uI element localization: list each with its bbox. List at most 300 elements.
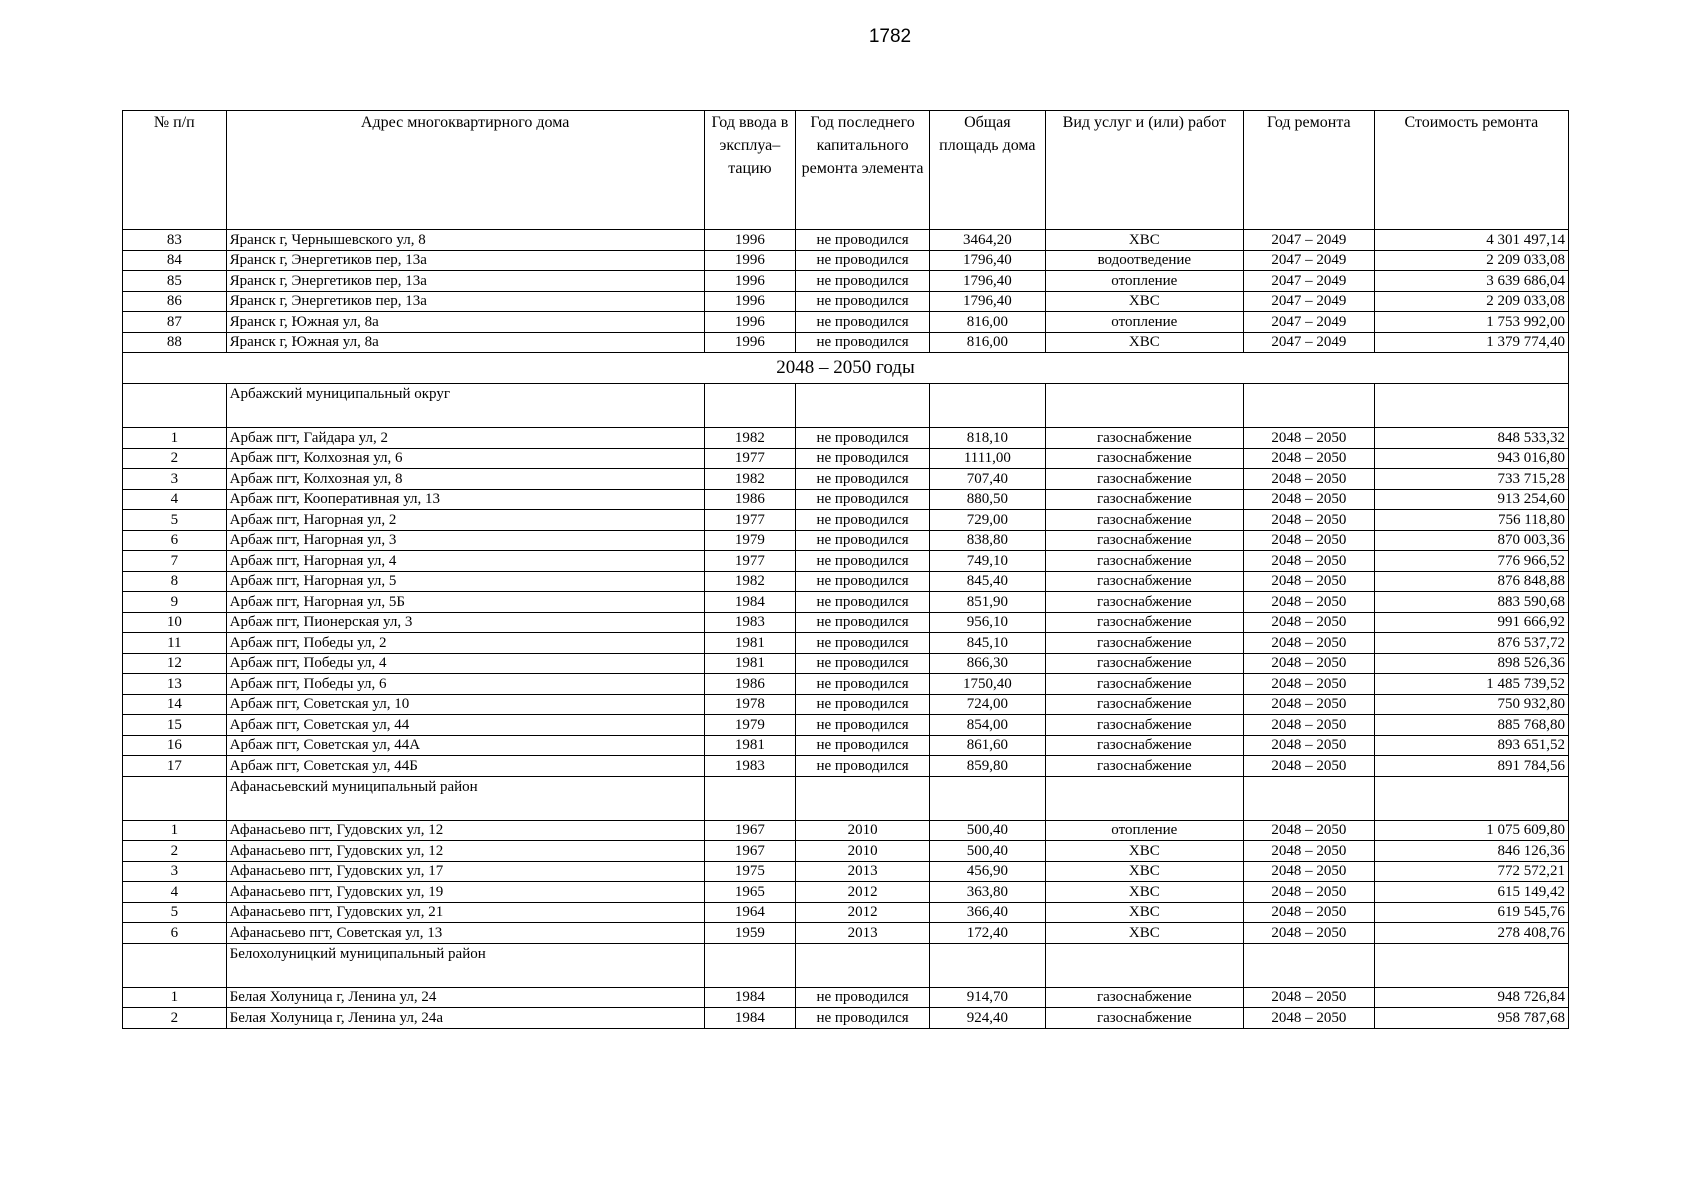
cell-address: Яранск г, Энергетиков пер, 13а xyxy=(226,291,704,312)
cell-service: газоснабжение xyxy=(1045,612,1243,633)
table-row xyxy=(123,592,1569,613)
cell-last-repair: не проводился xyxy=(796,694,930,715)
cell-num: 5 xyxy=(123,902,227,923)
cell-last-repair: не проводился xyxy=(796,332,930,353)
table-row xyxy=(123,633,1569,654)
cell-year-built: 1979 xyxy=(704,715,796,736)
cell-address: Арбаж пгт, Нагорная ул, 5 xyxy=(226,571,704,592)
empty-cell xyxy=(1243,776,1374,820)
cell-last-repair: 2012 xyxy=(796,902,930,923)
cell-address: Арбаж пгт, Советская ул, 44Б xyxy=(226,756,704,777)
cell-repair-year: 2048 – 2050 xyxy=(1243,612,1374,633)
cell-num: 2 xyxy=(123,1008,227,1029)
table-row xyxy=(123,861,1569,882)
cell-service: газоснабжение xyxy=(1045,551,1243,572)
cell-last-repair: не проводился xyxy=(796,756,930,777)
cell-service: газоснабжение xyxy=(1045,694,1243,715)
cell-last-repair: не проводился xyxy=(796,428,930,449)
cell-num: 15 xyxy=(123,715,227,736)
header-num: № п/п xyxy=(123,111,227,230)
cell-last-repair: не проводился xyxy=(796,735,930,756)
cell-cost: 1 075 609,80 xyxy=(1374,820,1568,841)
cell-cost: 991 666,92 xyxy=(1374,612,1568,633)
table-row xyxy=(123,841,1569,862)
cell-num: 2 xyxy=(123,448,227,469)
cell-num: 83 xyxy=(123,230,227,251)
cell-cost: 750 932,80 xyxy=(1374,694,1568,715)
cell-service: газоснабжение xyxy=(1045,530,1243,551)
cell-year-built: 1984 xyxy=(704,1008,796,1029)
cell-cost: 848 533,32 xyxy=(1374,428,1568,449)
cell-last-repair: не проводился xyxy=(796,715,930,736)
district-name: Афанасьевский муниципальный район xyxy=(226,776,704,820)
district-row xyxy=(123,776,1569,820)
table-row xyxy=(123,674,1569,695)
cell-repair-year: 2048 – 2050 xyxy=(1243,861,1374,882)
cell-cost: 1 753 992,00 xyxy=(1374,312,1568,333)
cell-num: 88 xyxy=(123,332,227,353)
cell-year-built: 1984 xyxy=(704,987,796,1008)
cell-num: 6 xyxy=(123,923,227,944)
cell-cost: 893 651,52 xyxy=(1374,735,1568,756)
cell-cost: 876 848,88 xyxy=(1374,571,1568,592)
cell-repair-year: 2048 – 2050 xyxy=(1243,1008,1374,1029)
cell-repair-year: 2048 – 2050 xyxy=(1243,489,1374,510)
cell-repair-year: 2048 – 2050 xyxy=(1243,571,1374,592)
cell-area: 1796,40 xyxy=(930,291,1046,312)
cell-last-repair: 2013 xyxy=(796,861,930,882)
header-area: Общая площадь дома xyxy=(930,111,1046,230)
cell-cost: 1 379 774,40 xyxy=(1374,332,1568,353)
cell-address: Арбаж пгт, Советская ул, 44А xyxy=(226,735,704,756)
cell-repair-year: 2048 – 2050 xyxy=(1243,902,1374,923)
cell-area: 456,90 xyxy=(930,861,1046,882)
cell-repair-year: 2048 – 2050 xyxy=(1243,923,1374,944)
cell-year-built: 1984 xyxy=(704,592,796,613)
cell-year-built: 1983 xyxy=(704,756,796,777)
cell-repair-year: 2048 – 2050 xyxy=(1243,469,1374,490)
cell-address: Афанасьево пгт, Гудовских ул, 19 xyxy=(226,882,704,903)
header-address: Адрес многоквартирного дома xyxy=(226,111,704,230)
cell-area: 924,40 xyxy=(930,1008,1046,1029)
empty-cell xyxy=(123,943,227,987)
table-row xyxy=(123,530,1569,551)
cell-area: 1750,40 xyxy=(930,674,1046,695)
cell-repair-year: 2048 – 2050 xyxy=(1243,715,1374,736)
cell-address: Арбаж пгт, Колхозная ул, 8 xyxy=(226,469,704,490)
cell-area: 500,40 xyxy=(930,820,1046,841)
table-row xyxy=(123,469,1569,490)
table-row xyxy=(123,571,1569,592)
cell-last-repair: 2012 xyxy=(796,882,930,903)
cell-last-repair: не проводился xyxy=(796,674,930,695)
cell-area: 914,70 xyxy=(930,987,1046,1008)
cell-cost: 846 126,36 xyxy=(1374,841,1568,862)
cell-repair-year: 2048 – 2050 xyxy=(1243,987,1374,1008)
cell-last-repair: не проводился xyxy=(796,571,930,592)
cell-service: газоснабжение xyxy=(1045,735,1243,756)
cell-service: газоснабжение xyxy=(1045,571,1243,592)
cell-area: 816,00 xyxy=(930,332,1046,353)
cell-year-built: 1996 xyxy=(704,291,796,312)
cell-repair-year: 2048 – 2050 xyxy=(1243,756,1374,777)
empty-cell xyxy=(930,776,1046,820)
cell-repair-year: 2047 – 2049 xyxy=(1243,271,1374,292)
cell-area: 366,40 xyxy=(930,902,1046,923)
cell-service: газоснабжение xyxy=(1045,489,1243,510)
cell-last-repair: 2010 xyxy=(796,820,930,841)
cell-address: Яранск г, Южная ул, 8а xyxy=(226,332,704,353)
cell-year-built: 1982 xyxy=(704,428,796,449)
cell-area: 749,10 xyxy=(930,551,1046,572)
cell-last-repair: 2010 xyxy=(796,841,930,862)
table-row xyxy=(123,756,1569,777)
cell-cost: 776 966,52 xyxy=(1374,551,1568,572)
cell-address: Арбаж пгт, Кооперативная ул, 13 xyxy=(226,489,704,510)
cell-repair-year: 2048 – 2050 xyxy=(1243,735,1374,756)
cell-cost: 913 254,60 xyxy=(1374,489,1568,510)
empty-cell xyxy=(796,943,930,987)
empty-cell xyxy=(1243,384,1374,428)
empty-cell xyxy=(930,384,1046,428)
cell-num: 8 xyxy=(123,571,227,592)
table-row xyxy=(123,271,1569,292)
cell-area: 3464,20 xyxy=(930,230,1046,251)
empty-cell xyxy=(1374,384,1568,428)
cell-repair-year: 2047 – 2049 xyxy=(1243,332,1374,353)
cell-cost: 891 784,56 xyxy=(1374,756,1568,777)
cell-address: Арбаж пгт, Колхозная ул, 6 xyxy=(226,448,704,469)
cell-repair-year: 2048 – 2050 xyxy=(1243,428,1374,449)
cell-last-repair: не проводился xyxy=(796,469,930,490)
cell-area: 172,40 xyxy=(930,923,1046,944)
cell-repair-year: 2048 – 2050 xyxy=(1243,694,1374,715)
cell-last-repair: не проводился xyxy=(796,291,930,312)
cell-area: 845,40 xyxy=(930,571,1046,592)
table-row xyxy=(123,715,1569,736)
cell-area: 854,00 xyxy=(930,715,1046,736)
empty-cell xyxy=(704,943,796,987)
cell-address: Арбаж пгт, Советская ул, 44 xyxy=(226,715,704,736)
cell-last-repair: не проводился xyxy=(796,250,930,271)
table-row xyxy=(123,428,1569,449)
cell-service: газоснабжение xyxy=(1045,633,1243,654)
cell-service: газоснабжение xyxy=(1045,428,1243,449)
cell-num: 4 xyxy=(123,882,227,903)
cell-year-built: 1977 xyxy=(704,510,796,531)
period-title: 2048 – 2050 годы xyxy=(123,353,1569,384)
cell-address: Афанасьево пгт, Гудовских ул, 12 xyxy=(226,841,704,862)
cell-num: 5 xyxy=(123,510,227,531)
district-name: Арбажский муниципальный округ xyxy=(226,384,704,428)
cell-last-repair: не проводился xyxy=(796,987,930,1008)
cell-year-built: 1977 xyxy=(704,448,796,469)
cell-repair-year: 2048 – 2050 xyxy=(1243,592,1374,613)
table-row xyxy=(123,820,1569,841)
empty-cell xyxy=(704,384,796,428)
cell-area: 816,00 xyxy=(930,312,1046,333)
cell-year-built: 1967 xyxy=(704,820,796,841)
cell-year-built: 1983 xyxy=(704,612,796,633)
cell-address: Арбаж пгт, Победы ул, 4 xyxy=(226,653,704,674)
table-row xyxy=(123,694,1569,715)
cell-service: газоснабжение xyxy=(1045,756,1243,777)
cell-area: 1111,00 xyxy=(930,448,1046,469)
cell-num: 1 xyxy=(123,987,227,1008)
table-row xyxy=(123,332,1569,353)
cell-repair-year: 2048 – 2050 xyxy=(1243,530,1374,551)
cell-year-built: 1978 xyxy=(704,694,796,715)
cell-address: Яранск г, Чернышевского ул, 8 xyxy=(226,230,704,251)
cell-num: 17 xyxy=(123,756,227,777)
cell-area: 838,80 xyxy=(930,530,1046,551)
cell-cost: 1 485 739,52 xyxy=(1374,674,1568,695)
empty-cell xyxy=(123,384,227,428)
cell-service: ХВС xyxy=(1045,923,1243,944)
cell-year-built: 1996 xyxy=(704,250,796,271)
cell-service: ХВС xyxy=(1045,841,1243,862)
cell-year-built: 1965 xyxy=(704,882,796,903)
table-row xyxy=(123,312,1569,333)
cell-num: 12 xyxy=(123,653,227,674)
cell-cost: 615 149,42 xyxy=(1374,882,1568,903)
table-row xyxy=(123,291,1569,312)
table-row xyxy=(123,923,1569,944)
empty-cell xyxy=(930,943,1046,987)
cell-repair-year: 2048 – 2050 xyxy=(1243,820,1374,841)
cell-area: 866,30 xyxy=(930,653,1046,674)
cell-num: 9 xyxy=(123,592,227,613)
cell-area: 500,40 xyxy=(930,841,1046,862)
cell-service: отопление xyxy=(1045,820,1243,841)
table-row xyxy=(123,250,1569,271)
cell-area: 363,80 xyxy=(930,882,1046,903)
cell-address: Арбаж пгт, Нагорная ул, 3 xyxy=(226,530,704,551)
cell-address: Афанасьево пгт, Гудовских ул, 17 xyxy=(226,861,704,882)
cell-area: 880,50 xyxy=(930,489,1046,510)
table-row xyxy=(123,653,1569,674)
cell-repair-year: 2048 – 2050 xyxy=(1243,510,1374,531)
cell-service: отопление xyxy=(1045,312,1243,333)
cell-year-built: 1959 xyxy=(704,923,796,944)
cell-cost: 278 408,76 xyxy=(1374,923,1568,944)
cell-year-built: 1975 xyxy=(704,861,796,882)
cell-cost: 2 209 033,08 xyxy=(1374,291,1568,312)
table-row xyxy=(123,987,1569,1008)
cell-last-repair: не проводился xyxy=(796,633,930,654)
cell-last-repair: не проводился xyxy=(796,448,930,469)
cell-repair-year: 2047 – 2049 xyxy=(1243,291,1374,312)
cell-cost: 883 590,68 xyxy=(1374,592,1568,613)
cell-last-repair: не проводился xyxy=(796,653,930,674)
cell-num: 1 xyxy=(123,428,227,449)
cell-repair-year: 2048 – 2050 xyxy=(1243,653,1374,674)
cell-last-repair: не проводился xyxy=(796,230,930,251)
empty-cell xyxy=(1374,943,1568,987)
cell-last-repair: 2013 xyxy=(796,923,930,944)
cell-year-built: 1982 xyxy=(704,571,796,592)
header-year-built: Год ввода в эксплуа–тацию xyxy=(704,111,796,230)
cell-repair-year: 2048 – 2050 xyxy=(1243,882,1374,903)
cell-num: 2 xyxy=(123,841,227,862)
cell-area: 956,10 xyxy=(930,612,1046,633)
cell-service: ХВС xyxy=(1045,230,1243,251)
cell-year-built: 1981 xyxy=(704,633,796,654)
cell-service: газоснабжение xyxy=(1045,653,1243,674)
cell-year-built: 1996 xyxy=(704,271,796,292)
cell-num: 6 xyxy=(123,530,227,551)
cell-area: 818,10 xyxy=(930,428,1046,449)
header-last-repair: Год последнего капитального ремонта элемента xyxy=(796,111,930,230)
cell-year-built: 1996 xyxy=(704,332,796,353)
empty-cell xyxy=(1045,384,1243,428)
district-name: Белохолуницкий муниципальный район xyxy=(226,943,704,987)
cell-last-repair: не проводился xyxy=(796,510,930,531)
cell-cost: 772 572,21 xyxy=(1374,861,1568,882)
cell-service: газоснабжение xyxy=(1045,510,1243,531)
cell-area: 1796,40 xyxy=(930,250,1046,271)
table-row xyxy=(123,489,1569,510)
cell-cost: 958 787,68 xyxy=(1374,1008,1568,1029)
cell-area: 861,60 xyxy=(930,735,1046,756)
empty-cell xyxy=(1045,943,1243,987)
cell-cost: 2 209 033,08 xyxy=(1374,250,1568,271)
table-row xyxy=(123,551,1569,572)
cell-cost: 870 003,36 xyxy=(1374,530,1568,551)
cell-repair-year: 2047 – 2049 xyxy=(1243,312,1374,333)
cell-num: 7 xyxy=(123,551,227,572)
cell-area: 724,00 xyxy=(930,694,1046,715)
empty-cell xyxy=(123,776,227,820)
cell-num: 10 xyxy=(123,612,227,633)
cell-area: 707,40 xyxy=(930,469,1046,490)
cell-num: 14 xyxy=(123,694,227,715)
table-row xyxy=(123,448,1569,469)
cell-repair-year: 2048 – 2050 xyxy=(1243,841,1374,862)
cell-num: 84 xyxy=(123,250,227,271)
cell-cost: 943 016,80 xyxy=(1374,448,1568,469)
cell-last-repair: не проводился xyxy=(796,551,930,572)
cell-cost: 885 768,80 xyxy=(1374,715,1568,736)
table-body xyxy=(123,230,1569,1029)
cell-address: Арбаж пгт, Советская ул, 10 xyxy=(226,694,704,715)
cell-service: газоснабжение xyxy=(1045,715,1243,736)
cell-year-built: 1996 xyxy=(704,312,796,333)
cell-service: газоснабжение xyxy=(1045,592,1243,613)
cell-num: 85 xyxy=(123,271,227,292)
cell-cost: 756 118,80 xyxy=(1374,510,1568,531)
cell-last-repair: не проводился xyxy=(796,612,930,633)
page-number: 1782 xyxy=(868,26,912,47)
cell-last-repair: не проводился xyxy=(796,592,930,613)
cell-last-repair: не проводился xyxy=(796,489,930,510)
table-row xyxy=(123,735,1569,756)
cell-year-built: 1979 xyxy=(704,530,796,551)
cell-repair-year: 2048 – 2050 xyxy=(1243,551,1374,572)
cell-address: Арбаж пгт, Пионерская ул, 3 xyxy=(226,612,704,633)
cell-service: ХВС xyxy=(1045,332,1243,353)
cell-address: Арбаж пгт, Нагорная ул, 5Б xyxy=(226,592,704,613)
cell-area: 1796,40 xyxy=(930,271,1046,292)
cell-num: 3 xyxy=(123,469,227,490)
period-row xyxy=(123,353,1569,384)
cell-repair-year: 2047 – 2049 xyxy=(1243,250,1374,271)
cell-address: Белая Холуница г, Ленина ул, 24 xyxy=(226,987,704,1008)
cell-address: Арбаж пгт, Гайдара ул, 2 xyxy=(226,428,704,449)
cell-num: 87 xyxy=(123,312,227,333)
cell-last-repair: не проводился xyxy=(796,530,930,551)
cell-num: 13 xyxy=(123,674,227,695)
cell-service: ХВС xyxy=(1045,902,1243,923)
cell-service: отопление xyxy=(1045,271,1243,292)
cell-num: 1 xyxy=(123,820,227,841)
cell-repair-year: 2048 – 2050 xyxy=(1243,448,1374,469)
cell-service: газоснабжение xyxy=(1045,1008,1243,1029)
cell-service: газоснабжение xyxy=(1045,448,1243,469)
cell-service: водоотведение xyxy=(1045,250,1243,271)
empty-cell xyxy=(704,776,796,820)
cell-last-repair: не проводился xyxy=(796,271,930,292)
cell-repair-year: 2048 – 2050 xyxy=(1243,674,1374,695)
table-row xyxy=(123,612,1569,633)
cell-address: Арбаж пгт, Победы ул, 6 xyxy=(226,674,704,695)
header-repair-year: Год ремонта xyxy=(1243,111,1374,230)
cell-address: Яранск г, Южная ул, 8а xyxy=(226,312,704,333)
cell-address: Яранск г, Энергетиков пер, 13а xyxy=(226,271,704,292)
cell-cost: 876 537,72 xyxy=(1374,633,1568,654)
table-row xyxy=(123,902,1569,923)
cell-address: Арбаж пгт, Нагорная ул, 2 xyxy=(226,510,704,531)
cell-cost: 619 545,76 xyxy=(1374,902,1568,923)
cell-year-built: 1967 xyxy=(704,841,796,862)
cell-last-repair: не проводился xyxy=(796,1008,930,1029)
cell-address: Афанасьево пгт, Советская ул, 13 xyxy=(226,923,704,944)
cell-num: 11 xyxy=(123,633,227,654)
empty-cell xyxy=(1045,776,1243,820)
cell-address: Арбаж пгт, Победы ул, 2 xyxy=(226,633,704,654)
cell-year-built: 1982 xyxy=(704,469,796,490)
cell-year-built: 1986 xyxy=(704,489,796,510)
cell-service: ХВС xyxy=(1045,291,1243,312)
cell-address: Афанасьево пгт, Гудовских ул, 21 xyxy=(226,902,704,923)
cell-area: 845,10 xyxy=(930,633,1046,654)
table-row xyxy=(123,882,1569,903)
cell-num: 3 xyxy=(123,861,227,882)
cell-service: газоснабжение xyxy=(1045,469,1243,490)
header-cost: Стоимость ремонта xyxy=(1374,111,1568,230)
table-row xyxy=(123,230,1569,251)
cell-service: ХВС xyxy=(1045,882,1243,903)
cell-year-built: 1981 xyxy=(704,653,796,674)
cell-repair-year: 2047 – 2049 xyxy=(1243,230,1374,251)
empty-cell xyxy=(1243,943,1374,987)
cell-address: Арбаж пгт, Нагорная ул, 4 xyxy=(226,551,704,572)
cell-last-repair: не проводился xyxy=(796,312,930,333)
table-row xyxy=(123,1008,1569,1029)
cell-area: 851,90 xyxy=(930,592,1046,613)
cell-cost: 733 715,28 xyxy=(1374,469,1568,490)
cell-cost: 4 301 497,14 xyxy=(1374,230,1568,251)
cell-year-built: 1986 xyxy=(704,674,796,695)
cell-repair-year: 2048 – 2050 xyxy=(1243,633,1374,654)
cell-service: ХВС xyxy=(1045,861,1243,882)
cell-service: газоснабжение xyxy=(1045,987,1243,1008)
header-service: Вид услуг и (или) работ xyxy=(1045,111,1243,230)
cell-area: 859,80 xyxy=(930,756,1046,777)
cell-year-built: 1981 xyxy=(704,735,796,756)
table-row xyxy=(123,510,1569,531)
cell-year-built: 1996 xyxy=(704,230,796,251)
